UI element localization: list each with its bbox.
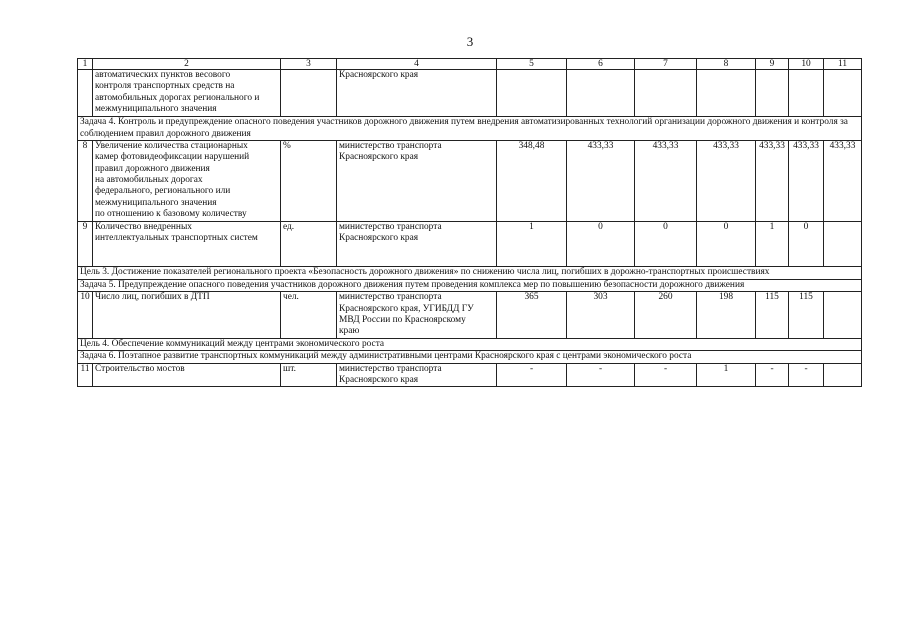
value-cell: 0: [697, 222, 756, 267]
task-6-heading: Задача 6. Поэтапное развитие транспортных коммуникаций между административными центрами Красноярского края с центрами экономического роста: [78, 351, 862, 364]
table-row-continued: [78, 70, 862, 117]
indicator-name-cell: Количество внедренных интеллектуальных транспортных систем: [93, 222, 281, 267]
unit-cell: шт.: [281, 363, 337, 387]
header-cell: 5: [497, 59, 567, 70]
header-cell: 2: [93, 59, 281, 70]
value-cell: 433,33: [789, 141, 824, 222]
value-cell: 115: [756, 292, 789, 338]
value-cell: 433,33: [635, 141, 697, 222]
header-cell: 11: [824, 59, 862, 70]
header-cell: 1: [78, 59, 93, 70]
value-cell: 348,48: [497, 141, 567, 222]
value-cell: -: [497, 363, 567, 387]
goal-row: [78, 267, 862, 280]
indicators-table: [77, 58, 862, 387]
task-row: [78, 351, 862, 364]
header-cell: 7: [635, 59, 697, 70]
responsible-cell: министерство транспорта Красноярского края: [337, 141, 497, 222]
value-cell: -: [567, 363, 635, 387]
value-cell: [497, 70, 567, 117]
value-cell: 260: [635, 292, 697, 338]
header-cell: 10: [789, 59, 824, 70]
header-cell: 9: [756, 59, 789, 70]
goal-4-heading: Цель 4. Обеспечение коммуникаций между центрами экономического роста: [78, 338, 862, 351]
column-number-header-row: [78, 59, 862, 70]
value-cell: -: [756, 363, 789, 387]
goal-3-heading: Цель 3. Достижение показателей регионального проекта «Безопасность дорожного движения» по снижению числа лиц, погибших в дорожно-транспортных происшествиях: [78, 267, 862, 280]
value-cell: 198: [697, 292, 756, 338]
responsible-cell: Красноярского края: [337, 70, 497, 117]
unit-cell: чел.: [281, 292, 337, 338]
row-number-cell: [78, 70, 93, 117]
responsible-cell: министерство транспорта Красноярского края: [337, 363, 497, 387]
row-number-cell: 11: [78, 363, 93, 387]
header-cell: 6: [567, 59, 635, 70]
table-row: [78, 141, 862, 222]
value-cell: [635, 70, 697, 117]
value-cell: 365: [497, 292, 567, 338]
value-cell: 0: [789, 222, 824, 267]
unit-cell: ед.: [281, 222, 337, 267]
row-number-cell: 10: [78, 292, 93, 338]
table-row: [78, 363, 862, 387]
value-cell: 1: [697, 363, 756, 387]
value-cell: -: [635, 363, 697, 387]
value-cell: 303: [567, 292, 635, 338]
unit-cell: %: [281, 141, 337, 222]
task-row: [78, 117, 862, 141]
value-cell: 1: [497, 222, 567, 267]
value-cell: [824, 70, 862, 117]
value-cell: [824, 363, 862, 387]
header-cell: 4: [337, 59, 497, 70]
value-cell: [789, 70, 824, 117]
value-cell: [567, 70, 635, 117]
value-cell: [824, 222, 862, 267]
value-cell: [824, 292, 862, 338]
value-cell: [697, 70, 756, 117]
value-cell: 433,33: [697, 141, 756, 222]
table-row: [78, 292, 862, 338]
row-number-cell: 8: [78, 141, 93, 222]
value-cell: 1: [756, 222, 789, 267]
table-row: [78, 222, 862, 267]
value-cell: 433,33: [824, 141, 862, 222]
value-cell: 0: [635, 222, 697, 267]
value-cell: 433,33: [756, 141, 789, 222]
responsible-cell: министерство транспорта Красноярского края: [337, 222, 497, 267]
indicator-name-cell: Строительство мостов: [93, 363, 281, 387]
task-row: [78, 279, 862, 292]
value-cell: [756, 70, 789, 117]
header-cell: 3: [281, 59, 337, 70]
indicator-name-cell: Число лиц, погибших в ДТП: [93, 292, 281, 338]
row-number-cell: 9: [78, 222, 93, 267]
goal-row: [78, 338, 862, 351]
value-cell: 0: [567, 222, 635, 267]
task-5-heading: Задача 5. Предупреждение опасного поведения участников дорожного движения путем проведения комплекса мер по повышению безопасности дорожного движения: [78, 279, 862, 292]
responsible-cell: министерство транспорта Красноярского края, УГИБДД ГУ МВД России по Красноярскому краю: [337, 292, 497, 338]
page-number: 3: [466, 34, 474, 49]
task-4-heading: Задача 4. Контроль и предупреждение опасного поведения участников дорожного движения путем внедрения автоматизированных технологий организации дорожного движения и контроля за соблюдением правил дорожного движения: [78, 117, 862, 141]
unit-cell: [281, 70, 337, 117]
indicator-name-cell: автоматических пунктов весового контроля транспортных средств на автомобильных дорогах регионального и межмуниципального значения: [93, 70, 281, 117]
value-cell: 115: [789, 292, 824, 338]
header-cell: 8: [697, 59, 756, 70]
value-cell: 433,33: [567, 141, 635, 222]
indicator-name-cell: Увеличение количества стационарных камер фотовидеофиксации нарушений правил дорожного движения на автомобильных дорогах федерального, регионального или межмуниципального значения по отношению к базовому количеству: [93, 141, 281, 222]
value-cell: -: [789, 363, 824, 387]
